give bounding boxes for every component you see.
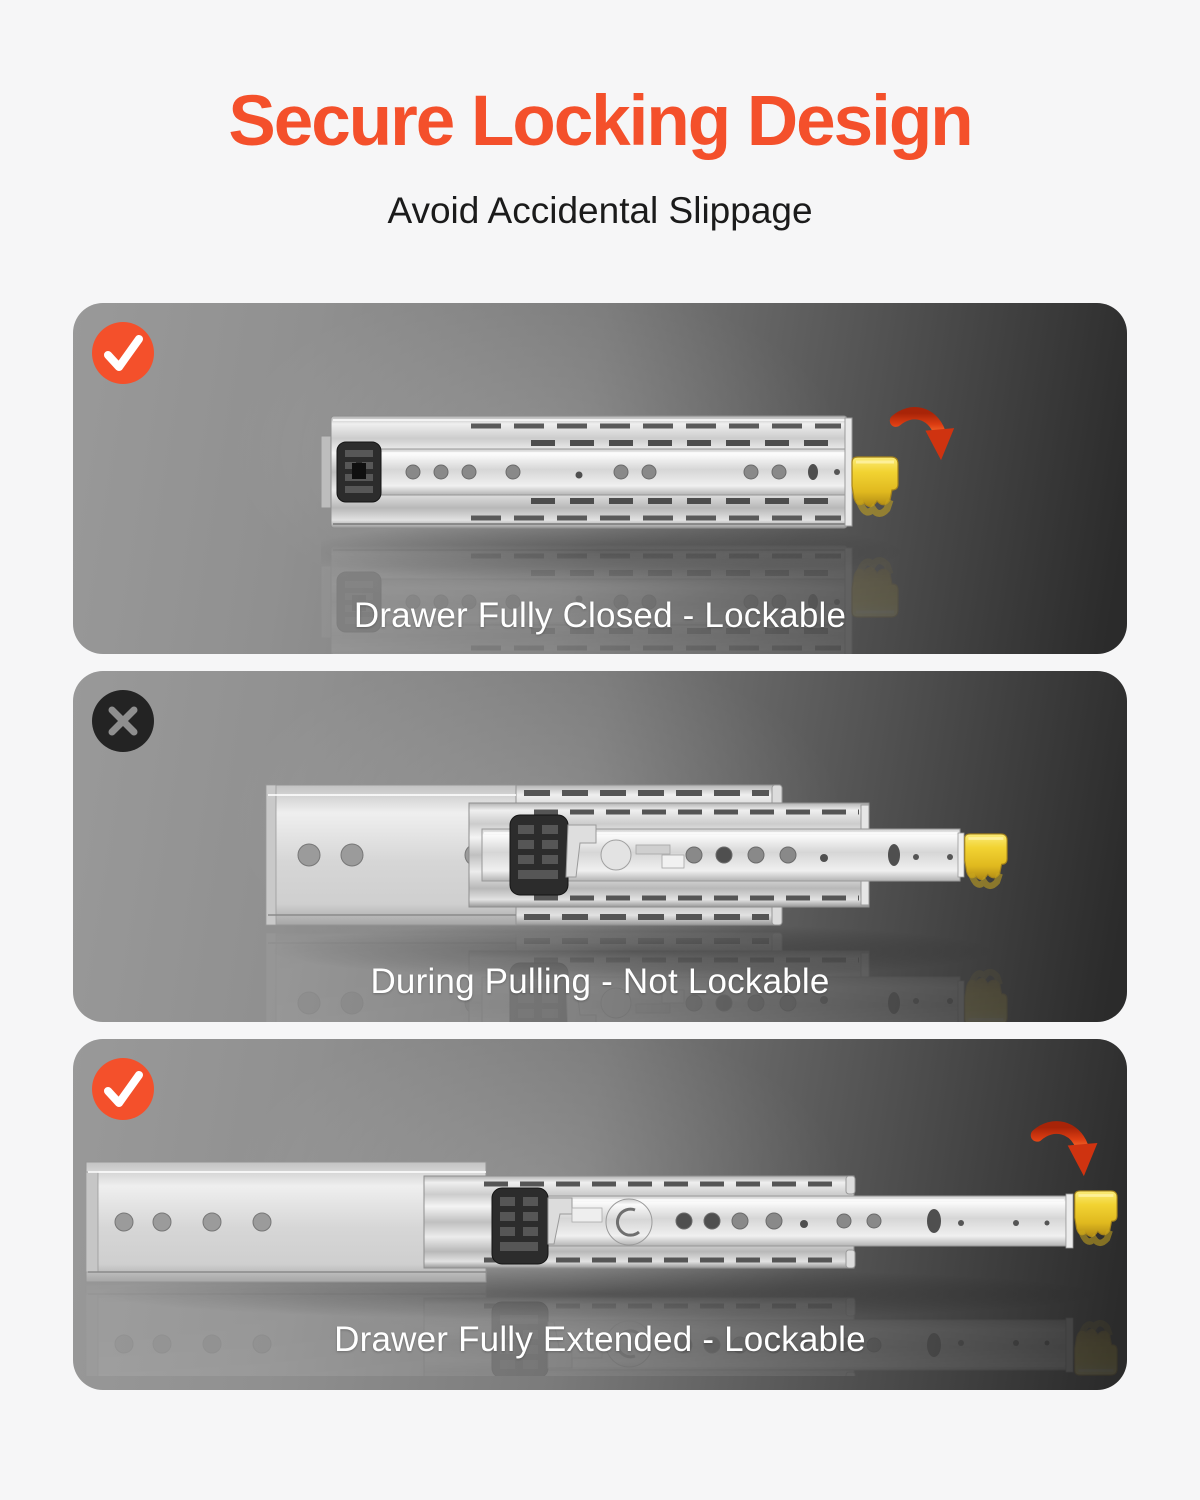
state-panels: [73, 303, 1127, 1390]
status-badge: [92, 690, 154, 752]
lock-lever: [852, 457, 898, 514]
status-badge: [92, 322, 154, 384]
roller-disc: [606, 1199, 652, 1245]
panel-drawer-fully-extended: [73, 1039, 1127, 1390]
panel-caption: Drawer Fully Extended - Lockable: [334, 1320, 866, 1360]
lock-lever: [965, 834, 1007, 886]
drawer-slide-extended: [86, 1162, 1117, 1282]
panel-during-pulling: [73, 671, 1127, 1022]
mounting-holes: [406, 464, 840, 480]
drawer-slide-pulling: [266, 785, 1007, 925]
cross-icon: [92, 690, 154, 752]
front-latch-cap: [337, 442, 381, 502]
arrow-down-icon: [1037, 1128, 1097, 1177]
drawer-slide-closed: [321, 416, 898, 528]
page-subtitle: Avoid Accidental Slippage: [387, 189, 813, 231]
arrow-down-icon: [896, 413, 954, 460]
lock-lever: [1075, 1191, 1117, 1243]
check-icon: [92, 322, 154, 384]
panel-caption: During Pulling - Not Lockable: [370, 962, 830, 1002]
panel-drawer-fully-closed: [73, 303, 1127, 654]
panel-caption: Drawer Fully Closed - Lockable: [353, 596, 847, 636]
page-title: Secure Locking Design: [228, 82, 972, 161]
